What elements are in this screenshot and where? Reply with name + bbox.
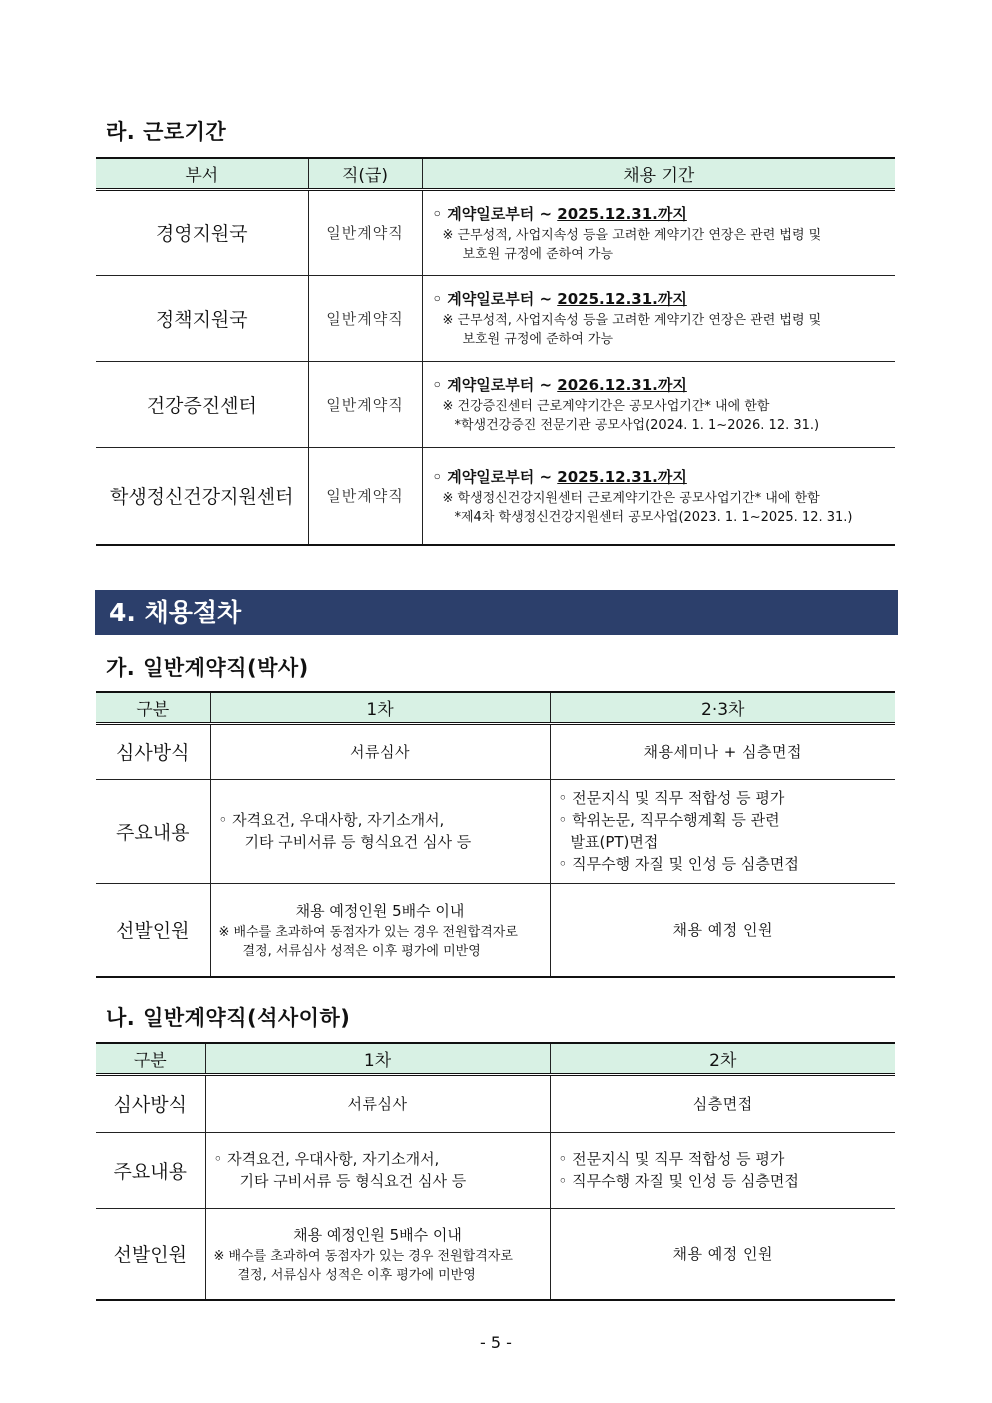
table-row [96,723,895,779]
dept-cell: 경영지원국 [96,189,308,275]
row-label: 선발인원 [96,883,210,977]
period-cell [422,447,895,545]
table-row [96,275,895,361]
stage2-method: 심층면접 [550,1074,895,1132]
selection-note: ※ 배수를 초과하여 동점자가 있는 경우 전원합격자로 [213,1248,513,1264]
work-period-table [96,157,895,546]
content-line: 기타 구비서류 등 형식요건 심사 등 [239,1172,467,1190]
stage2-content [550,779,895,883]
period-note-cont: 보호원 규정에 준하여 가능 [462,332,614,347]
content-line: ◦ 자격요건, 우대사항, 자기소개서, [218,811,445,829]
section-title-phd: 가. 일반계약직(박사) [106,656,309,680]
content-line: ◦ 학위논문, 직무수행계획 등 관련 [558,811,780,829]
content-line: ◦ 직무수행 자질 및 인성 등 심층면접 [558,1172,799,1190]
header-category: 구분 [96,692,210,723]
period-prefix: ◦ 계약일로부터 ~ [432,290,558,308]
row-label: 선발인원 [96,1208,205,1300]
content-line: ◦ 자격요건, 우대사항, 자기소개서, [213,1150,440,1168]
content-line: ◦ 직무수행 자질 및 인성 등 심층면접 [558,855,799,873]
dept-cell: 건강증진센터 [96,361,308,447]
header-grade: 직(급) [308,158,422,189]
header-stage2: 2차 [550,1043,895,1074]
row-label: 주요내용 [96,1132,205,1208]
row-label: 심사방식 [96,1074,205,1132]
table-row [96,1132,895,1208]
table-row [96,1074,895,1132]
selection-count: 채용 예정인원 5배수 이내 [295,901,465,920]
period-note: ※ 근무성적, 사업지속성 등을 고려한 계약기간 연장은 관련 법령 및 [442,227,822,243]
grade-cell: 일반계약직 [308,275,422,361]
row-label: 주요내용 [96,779,210,883]
period-prefix: ◦ 계약일로부터 ~ [432,467,558,486]
period-prefix: ◦ 계약일로부터 ~ [432,204,558,223]
selection-note-cont: 결정, 서류심사 성적은 이후 평가에 미반영 [237,1267,476,1283]
row-label: 심사방식 [96,723,210,779]
period-note-cont: 보호원 규정에 준하여 가능 [462,246,614,262]
grade-cell: 일반계약직 [308,189,422,275]
selection-count: 채용 예정인원 5배수 이내 [293,1225,462,1244]
header-stage1: 1차 [210,692,550,723]
table-row [96,447,895,545]
header-category: 구분 [96,1043,205,1074]
content-line: 기타 구비서류 등 형식요건 심사 등 [244,833,472,851]
selection-note-cont: 결정, 서류심사 성적은 이후 평가에 미반영 [242,943,481,959]
content-line: ◦ 전문지식 및 직무 적합성 등 평가 [558,789,785,807]
page-number: - 5 - [480,1333,512,1352]
table-row [96,779,895,883]
content-line: 발표(PT)면접 [570,833,659,851]
stage1-selection [210,883,550,977]
grade-cell: 일반계약직 [308,447,422,545]
period-note-cont: *제4차 학생정신건강지원센터 공모사업(2023. 1. 1~2025. 12. 31.) [454,509,853,525]
period-prefix: ◦ 계약일로부터 ~ [432,376,558,394]
selection-note: ※ 배수를 초과하여 동점자가 있는 경우 전원합격자로 [218,924,518,940]
stage2-selection: 채용 예정 인원 [550,1208,895,1300]
stage2-selection: 채용 예정 인원 [550,883,895,977]
period-date: 2025.12.31.까지 [557,204,687,223]
period-note: ※ 근무성적, 사업지속성 등을 고려한 계약기간 연장은 관련 법령 및 [442,313,822,328]
grade-cell: 일반계약직 [308,361,422,447]
section-title-work-period: 라. 근로기간 [106,120,227,144]
stage2-method: 채용세미나 + 심층면접 [550,723,895,779]
section-banner: 4. 채용절차 [95,590,898,635]
header-stage1: 1차 [205,1043,550,1074]
stage1-method: 서류심사 [205,1074,550,1132]
period-note: ※ 건강증진센터 근로계약기간은 공모사업기간* 내에 한함 [442,399,770,414]
header-dept: 부서 [96,158,308,189]
masters-procedure-table [96,1042,895,1301]
phd-procedure-table [96,691,895,978]
table-row [96,189,895,275]
table-row [96,883,895,977]
section-title-masters: 나. 일반계약직(석사이하) [106,1006,351,1030]
period-note: ※ 학생정신건강지원센터 근로계약기간은 공모사업기간* 내에 한함 [442,490,820,506]
period-date: 2025.12.31.까지 [557,467,687,486]
period-note-cont: *학생건강증진 전문기관 공모사업(2024. 1. 1~2026. 12. 31.) [454,418,820,433]
stage1-content [210,779,550,883]
dept-cell: 학생정신건강지원센터 [96,447,308,545]
header-stage2: 2·3차 [550,692,895,723]
dept-cell: 정책지원국 [96,275,308,361]
period-date: 2025.12.31.까지 [557,290,687,308]
period-cell [422,361,895,447]
period-cell [422,275,895,361]
table-row [96,1208,895,1300]
stage1-method: 서류심사 [210,723,550,779]
table-row [96,361,895,447]
period-date: 2026.12.31.까지 [557,376,687,394]
content-line: ◦ 전문지식 및 직무 적합성 등 평가 [558,1150,785,1168]
period-cell [422,189,895,275]
stage1-content [205,1132,550,1208]
stage2-content [550,1132,895,1208]
stage1-selection [205,1208,550,1300]
header-period: 채용 기간 [422,158,895,189]
